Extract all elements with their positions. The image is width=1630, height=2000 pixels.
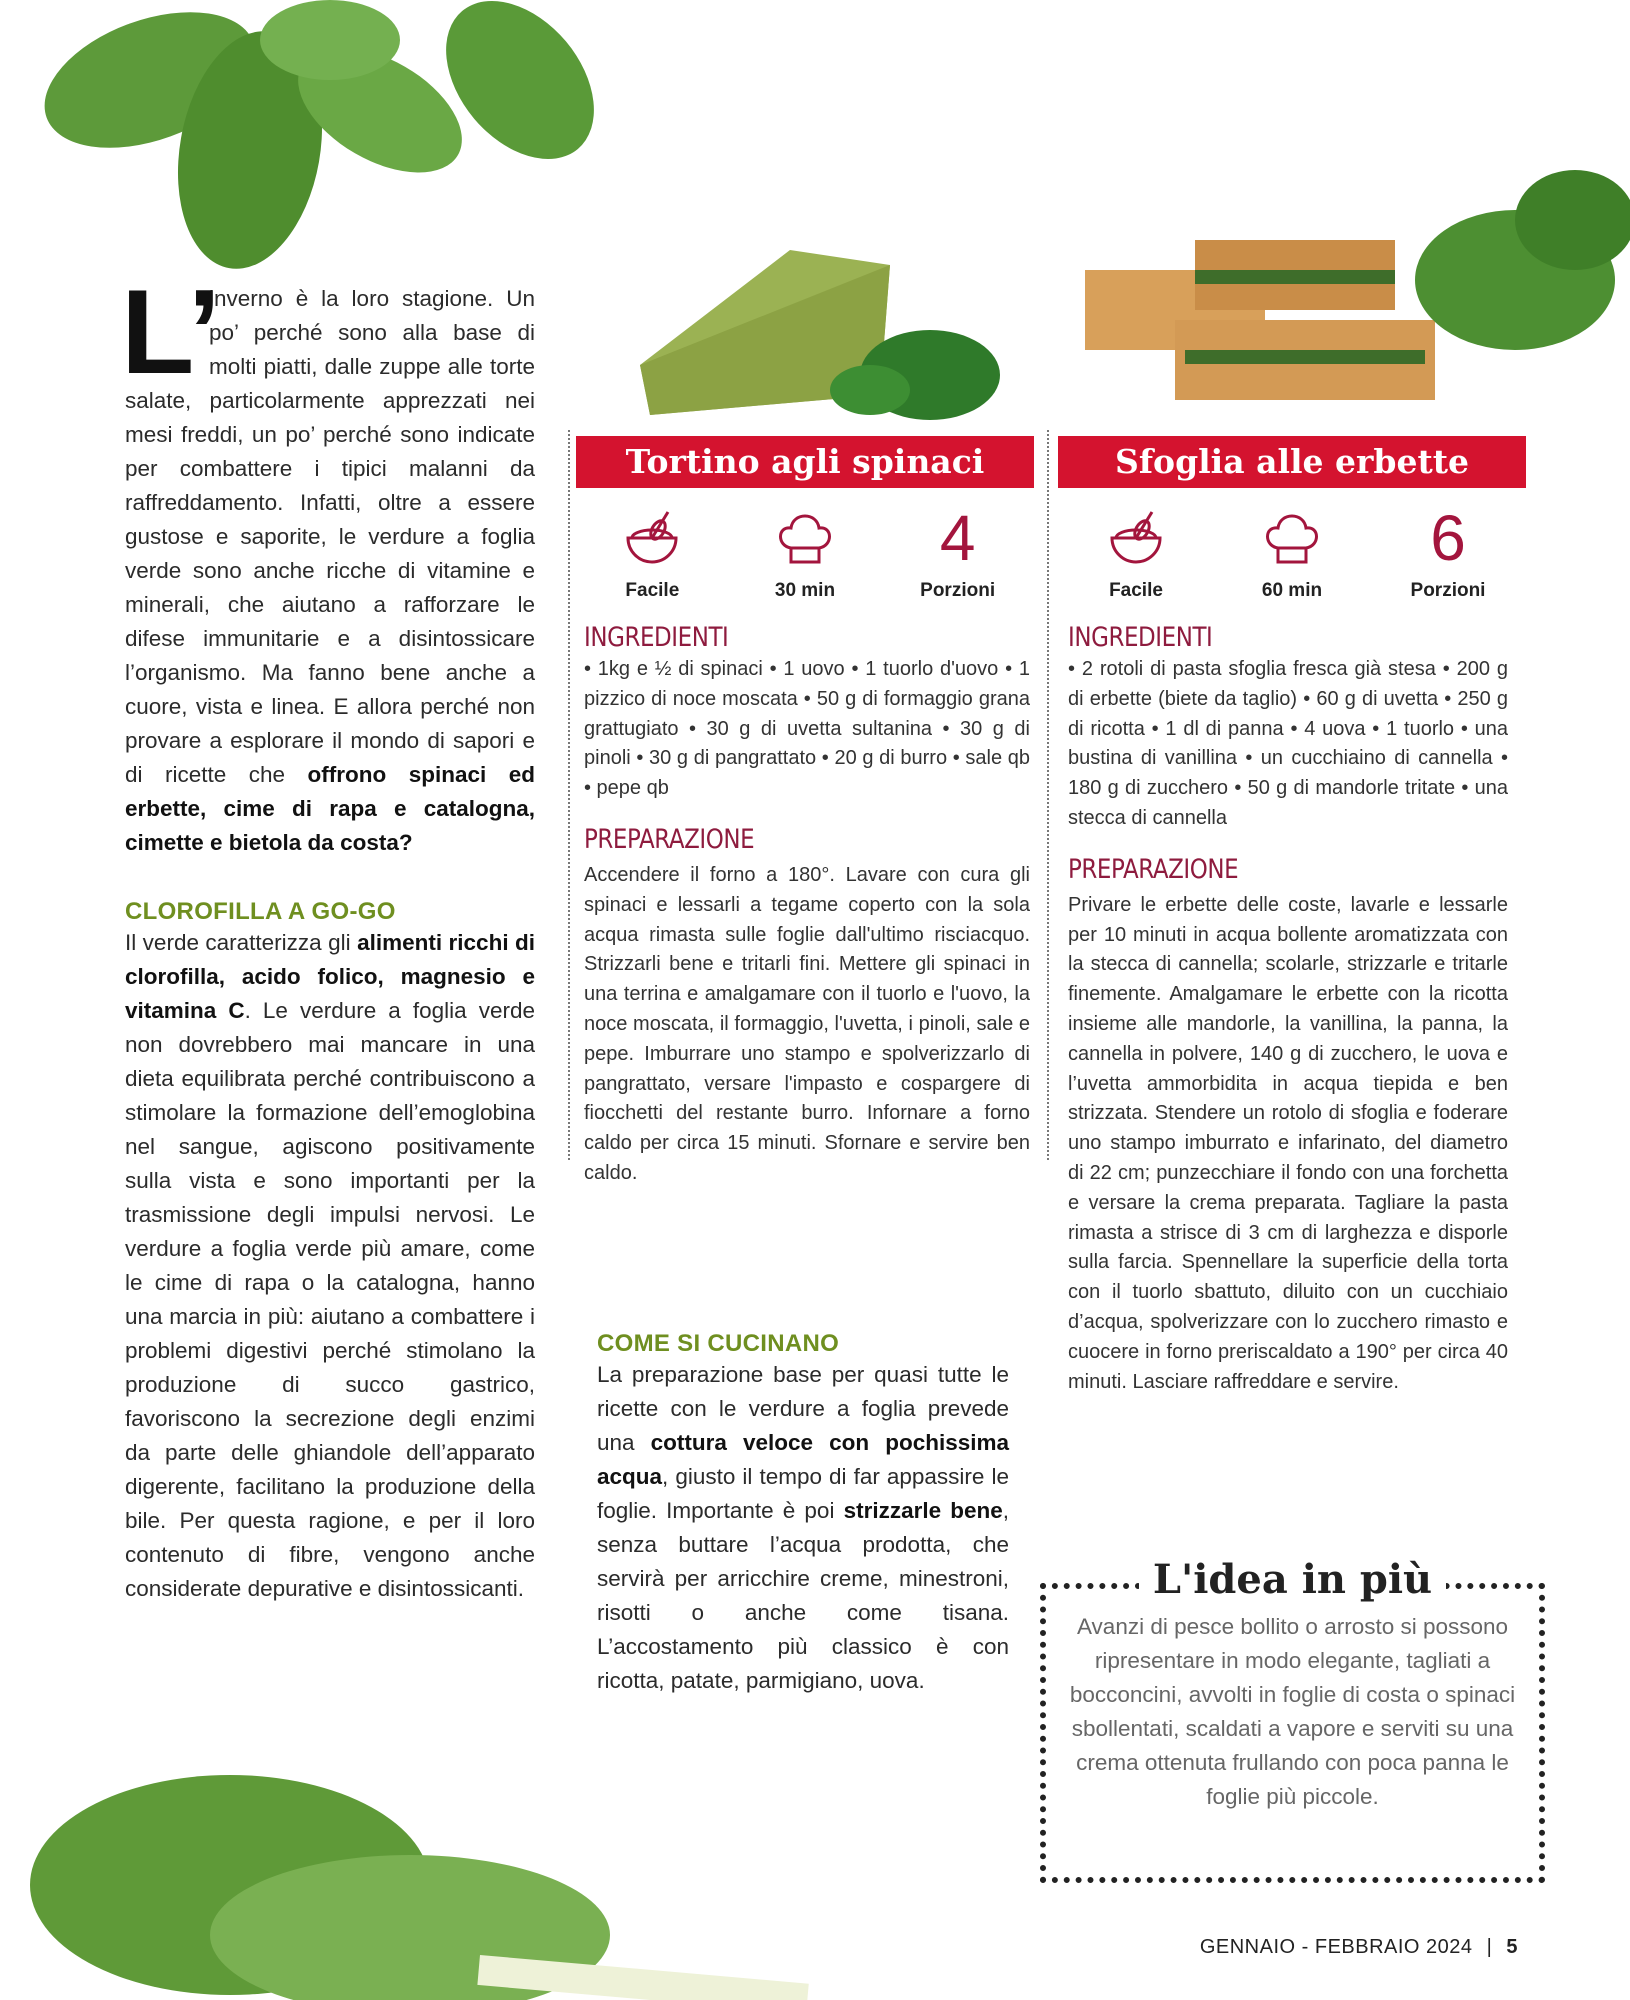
whisk-bowl-icon [1108,502,1164,574]
whisk-bowl-icon [624,502,680,574]
ingredients-heading: INGREDIENTI [1068,622,1213,653]
recipe-title: Sfoglia alle erbette [1058,436,1526,488]
cooking-heading: COME SI CUCINANO [597,1330,840,1357]
servings-label: Porzioni [920,580,996,601]
tip-text: Avanzi di pesce bollito o arrosto si possono ripresentare in modo elegante, tagliati a bocconcini, avvolti in foglie di costa o spinaci sbollentati, scaldati a vapore e serviti su una crema ottenuta frullando con poca panna le foglie più piccole. [1069,1614,1516,1809]
issue-date: GENNAIO - FEBBRAIO 2024 [1199,1936,1473,1958]
preparation-text: Privare le erbette delle coste, lavarle e lessarle per 10 minuti in acqua bollente aromatizzata con la stecca di cannella; scolarle, strizzarle e tritarle finemente. Amalgamare le erbette con la ricotta insieme alle mandorle, la vanillina, la panna, la cannella in polvere, 140 g di zucchero, le uova e l’uvetta ammorbidita in acqua tiepida e ben strizzata. Stendere un rotolo di sfoglia e foderare uno stampo imburrato e infarinato, del diametro di 22 cm; punzecchiare il fondo con una forchetta e versare la crema preparata. Tagliare la pasta rimasta a strisce di 3 cm di larghezza e disporle sulla farcia. Spennellare la superficie della torta con il tuorlo sbattuto, diluito con un cucchiaio d’acqua, spolverizzare con lo zucchero rimasto e cuocere in forno preriscaldato a 190° per circa 40 minuti. Lasciare raffreddare e servire. [1068,893,1508,1393]
servings-number: 6 [1430,502,1466,574]
spinach-leaves-image [0,0,620,280]
recipe-tortino [576,436,1034,1189]
clorofilla-paragraph: Il verde caratterizza gli alimenti ricchi di clorofilla, acido folico, magnesio e vitamina C. Le verdure a foglia verde non dovrebbero mai mancare in una dieta equilibrata perché contribuiscono a stimolare la formazione dell’emoglobina nel sangue, agiscono positivamente sulla vista e sono importanti per la trasmissione degli impulsi nervosi. Le verdure a foglia verde più amare, come le cime di rapa o la catalogna, hanno una marcia in più: aiutano a combattere i problemi digestivi perché stimolano la produzione di succo gastrico, favoriscono la secrezione degli enzimi da parte delle ghiandole dell’apparato digerente, facilitano la produzione della bile. Per questa ragione, e per il loro contenuto di fibre, vengono anche considerate depurative e disintossicanti. [125,930,535,1601]
preparation-heading: PREPARAZIONE [584,823,755,855]
difficulty-label: Facile [625,580,680,601]
drop-cap: L’ [121,265,222,399]
column-divider [1047,430,1049,1160]
clorofilla-heading: CLOROFILLA A GO-GO [125,898,396,925]
spinach-tart-image [630,245,1020,430]
cooking-section [597,1330,1009,1698]
servings-label: Porzioni [1410,580,1486,601]
page-number: 5 [1506,1936,1518,1958]
recipe-sfoglia [1058,436,1526,1397]
preparation-heading: PREPARAZIONE [1068,853,1239,885]
recipe-title: Tortino agli spinaci [576,436,1034,488]
intro-column [121,265,535,1606]
time-label: 60 min [1261,580,1323,601]
intro-paragraph: inverno è la loro stagione. Un po’ perché sono alla base di molti piatti, dalle zuppe alle torte salate, particolarmente apprezzati nei mesi freddi, un po’ perché sono indicate per combattere i tipici malanni da raffreddamento. Infatti, oltre a essere gustose e saporite, le verdure a foglia verde sono anche ricche di vitamine e minerali, che aiutano a rafforzare le difese immunitarie e a disintossicare l’organismo. Ma fanno bene anche a cuore, vista e linea. E allora perché non provare a esplorare il mondo di sapori e di ricette che offrono spinaci ed erbette, cime di rapa e catalogna, cimette e bietola da costa? [125,286,535,855]
chef-hat-icon [1262,502,1322,574]
ingredients-heading: INGREDIENTI [584,622,729,653]
ingredients-list: • 1kg e ½ di spinaci • 1 uovo • 1 tuorlo d'uovo • 1 pizzico di noce moscata • 50 g di formaggio grana grattugiato • 30 g di uvetta sultanina • 30 g di pinoli • 30 g di pangrattato • 20 g di burro • sale qb • pepe qb [584,658,1030,800]
page-footer: GENNAIO - FEBBRAIO 2024 | 5 [1199,1936,1518,1958]
cooking-paragraph: La preparazione base per quasi tutte le ricette con le verdure a foglia prevede una cottura veloce con pochissima acqua, giusto il tempo di far appassire le foglie. Importante è poi strizzarle bene, senza buttare l’acqua prodotta, che servirà per arricchire creme, minestroni, risotti o anche come tisana. L’accostamento più classico è con ricotta, patate, parmigiano, uova. [597,1362,1010,1693]
ingredients-list: • 2 rotoli di pasta sfoglia fresca già stesa • 200 g di erbette (biete da taglio) • 60 g di uvetta • 250 g di ricotta • 1 dl di panna • 4 uova • 1 tuorlo • una bustina di vanillina • un cucchiaino di cannella • 180 g di zucchero • 50 g di mandorle tritate • una stecca di cannella [1068,658,1508,829]
tip-title: L'idea in più [1139,1556,1446,1603]
servings-number: 4 [939,502,976,574]
chef-hat-icon [775,502,835,574]
chard-leaves-image [30,1755,810,2000]
time-label: 30 min [774,580,836,601]
difficulty-label: Facile [1109,580,1163,601]
column-divider [568,430,570,1160]
preparation-text: Accendere il forno a 180°. Lavare con cura gli spinaci e lessarli a tegame coperto con la sola acqua rimasta sulle foglie dall'ultimo risciacquo. Strizzarli bene e tritarli fini. Mettere gli spinaci in una terrina e amalgamare con il tuorlo e l'uovo, la noce moscata, il formaggio, l'uvetta, i pinoli, sale e pepe. Imburrare uno stampo e spolverizzarlo di pangrattato, versare l'impasto e cospargere di fiocchetti del restante burro. Infornare a forno caldo per circa 15 minuti. Sfornare e servire ben caldo. [584,863,1030,1184]
puff-pastry-image [1075,160,1630,425]
